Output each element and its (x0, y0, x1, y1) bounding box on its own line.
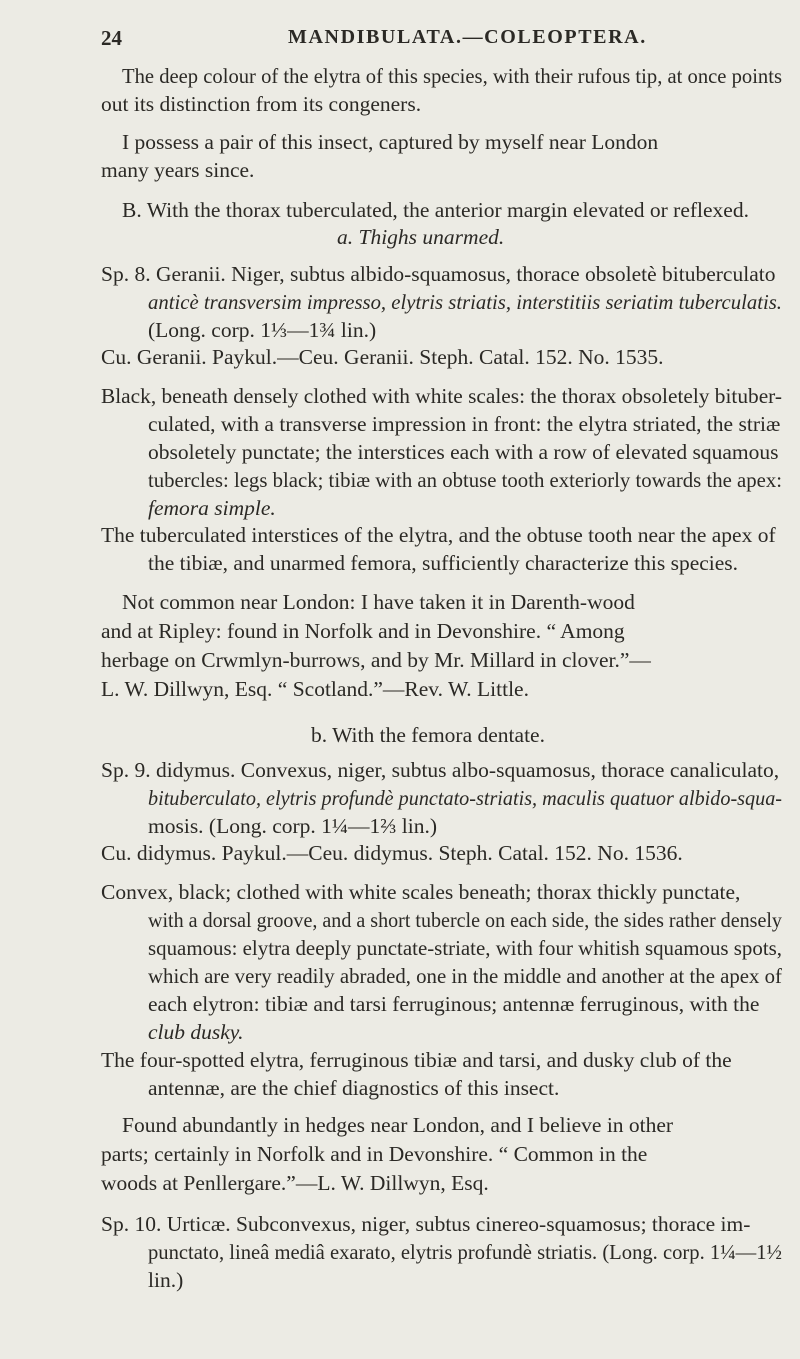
text-line: club dusky. (148, 1020, 244, 1044)
text-line: Sp. 10. Urticæ. Subconvexus, niger, subtus cinereo-squamosus; thorace im- (101, 1212, 751, 1236)
text-line: Found abundantly in hedges near London, and I believe in other (122, 1113, 674, 1137)
text-line: many years since. (101, 158, 255, 182)
text-line: punctato, lineâ mediâ exarato, elytris profundè striatis. (Long. corp. 1¼—1½ (148, 1240, 783, 1264)
text-line: and at Ripley: found in Norfolk and in Devonshire. “ Among (101, 619, 625, 643)
running-title: MANDIBULATA.—COLEOPTERA. (288, 26, 647, 48)
text-line: Black, beneath densely clothed with white scales: the thorax obsoletely bituber- (101, 384, 782, 408)
page-number: 24 (101, 26, 122, 50)
text-line: with a dorsal groove, and a short tubercle on each side, the sides rather densely (148, 908, 782, 932)
text-line: herbage on Crwmlyn-burrows, and by Mr. Millard in clover.”— (101, 648, 651, 672)
text-line: culated, with a transverse impression in front: the elytra striated, the striæ (148, 412, 781, 436)
text-line: out its distinction from its congeners. (101, 92, 422, 116)
text-line: L. W. Dillwyn, Esq. “ Scotland.”—Rev. W. Little. (101, 677, 529, 701)
text-line: lin.) (148, 1268, 184, 1292)
text-line: antennæ, are the chief diagnostics of this insect. (148, 1076, 560, 1100)
text-line: Sp. 8. Geranii. Niger, subtus albido-squamosus, thorace obsoletè bituberculato (101, 262, 776, 286)
text-line: The four-spotted elytra, ferruginous tibiæ and tarsi, and dusky club of the (101, 1048, 732, 1072)
text-line: The tuberculated interstices of the elytra, and the obtuse tooth near the apex of (101, 523, 776, 547)
text-line: the tibiæ, and unarmed femora, sufficiently characterize this species. (148, 551, 739, 575)
text-line: b. With the femora dentate. (311, 723, 545, 747)
text-line: Sp. 9. didymus. Convexus, niger, subtus albo-squamosus, thorace canaliculato, (101, 758, 780, 782)
text-line: woods at Penllergare.”—L. W. Dillwyn, Esq. (101, 1171, 489, 1195)
text-line: squamous: elytra deeply punctate-striate, with four whitish squamous spots, (148, 936, 783, 960)
text-line: mosis. (Long. corp. 1¼—1⅔ lin.) (148, 814, 438, 838)
text-line: Cu. Geranii. Paykul.—Ceu. Geranii. Steph. Catal. 152. No. 1535. (101, 345, 664, 369)
text-line: which are very readily abraded, one in the middle and another at the apex of (148, 964, 782, 988)
text-line: anticè transversim impresso, elytris striatis, interstitiis seriatim tuberculatis. (148, 290, 782, 314)
text-line: femora simple. (148, 496, 276, 520)
text-line: I possess a pair of this insect, captured by myself near London (122, 130, 659, 154)
text-line: (Long. corp. 1⅓—1¾ lin.) (148, 318, 377, 342)
text-line: bituberculato, elytris profundè punctato-striatis, maculis quatuor albido-squa- (148, 786, 783, 810)
text-line: tubercles: legs black; tibiæ with an obtuse tooth exteriorly towards the apex: (148, 468, 783, 492)
text-line: B. With the thorax tuberculated, the anterior margin elevated or reflexed. (122, 198, 749, 222)
text-line: The deep colour of the elytra of this species, with their rufous tip, at once points (122, 64, 782, 88)
page-header (0, 26, 800, 56)
text-line: a. Thighs unarmed. (337, 225, 505, 249)
text-line: Not common near London: I have taken it in Darenth-wood (122, 590, 635, 614)
text-line: parts; certainly in Norfolk and in Devonshire. “ Common in the (101, 1142, 648, 1166)
text-line: obsoletely punctate; the interstices each with a row of elevated squamous (148, 440, 779, 464)
text-line: each elytron: tibiæ and tarsi ferruginous; antennæ ferruginous, with the (148, 992, 760, 1016)
text-line: Cu. didymus. Paykul.—Ceu. didymus. Steph. Catal. 152. No. 1536. (101, 841, 683, 865)
text-line: Convex, black; clothed with white scales beneath; thorax thickly punctate, (101, 880, 741, 904)
